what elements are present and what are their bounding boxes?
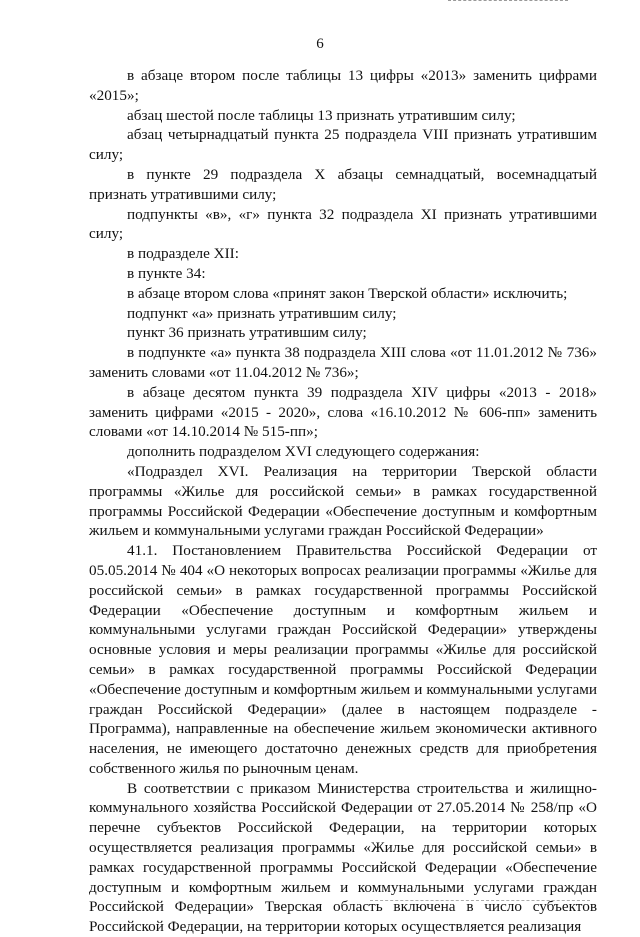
paragraph: абзац четырнадцатый пункта 25 подраздела VIII признать утратившим силу; — [89, 126, 597, 164]
paragraph: пункт 36 признать утратившим силу; — [127, 324, 367, 342]
paragraph: в абзаце втором после таблицы 13 цифры «2013» заменить цифрами «2015»; — [89, 67, 597, 104]
paragraph: в подпункте «а» пункта 38 подраздела XIII слова «от 11.01.2012 № 736» заменить словами «от 11.04.2012 № 736»; — [89, 344, 597, 381]
paragraph: 41.1. Постановлением Правительства Российской Федерации от 05.05.2014 № 404 «О некоторых вопросах реализации программы «Жилье для российской семьи» в рамках государственной программы Российской Федерации «Обеспечение доступным и комфортным жильем и коммунальными услугами граждан Российской Федерации» утверждены основные условия и меры реализации программы «Жилье для российской семьи» в рамках государственной программы Российской Федерации «Обеспечение доступным и комфортным жильем и коммунальными услугами граждан Российской Федерации» (далее в настоящем подразделе - Программа), направленные на обеспечение жильем экономически активного населения, не имеющего достаточно денежных средств для приобретения собственного жилья по рыночным ценам. — [89, 542, 597, 777]
subsection-heading: «Подраздел XVI. Реализация на территории Тверской области программы «Жилье для российской семьи» в рамках государственной программы Российской Федерации «Обеспечение доступным и комфортным жильем и коммунальными услугами граждан Российской Федерации» — [89, 462, 597, 540]
paragraph: в абзаце десятом пункта 39 подраздела XIV цифры «2013 - 2018» заменить цифрами «2015 - 2020», слова «16.10.2012 № 606-пп» заменить словами «от 14.10.2014 № 515-пп»; — [89, 383, 597, 441]
document-body — [89, 66, 597, 937]
paragraph: подпункты «в», «г» пункта 32 подраздела XI признать утратившими силу; — [89, 205, 597, 243]
paragraph: абзац шестой после таблицы 13 признать утратившим силу; — [127, 106, 516, 124]
scan-artifact-top — [448, 0, 568, 3]
paragraph: в пункте 34: — [127, 264, 206, 282]
paragraph: в абзаце втором слова «принят закон Тверской области» исключить; — [127, 284, 568, 302]
paragraph: в пункте 29 подраздела X абзацы семнадцатый, восемнадцатый признать утратившими силу; — [89, 165, 597, 203]
paragraph: подпункт «а» признать утратившим силу; — [127, 304, 397, 322]
scan-artifact-bottom — [370, 900, 590, 903]
page-number: 6 — [316, 36, 324, 52]
paragraph: В соответствии с приказом Министерства строительства и жилищно-коммунального хозяйства Российской Федерации от 27.05.2014 № 258/пр «О перечне субъектов Российской Федерации, на территории которых осуществляется реализация программы «Жилье для российской семьи» в рамках государственной программы Российской Федерации «Обеспечение доступным и комфортным жильем и коммунальными услугами граждан Российской Федерации» Тверская область включена в число субъектов Российской Федерации, на территории которых осуществляется реализация — [89, 779, 597, 936]
paragraph: в подразделе XII: — [127, 245, 239, 263]
paragraph: дополнить подразделом XVI следующего содержания: — [127, 443, 480, 461]
